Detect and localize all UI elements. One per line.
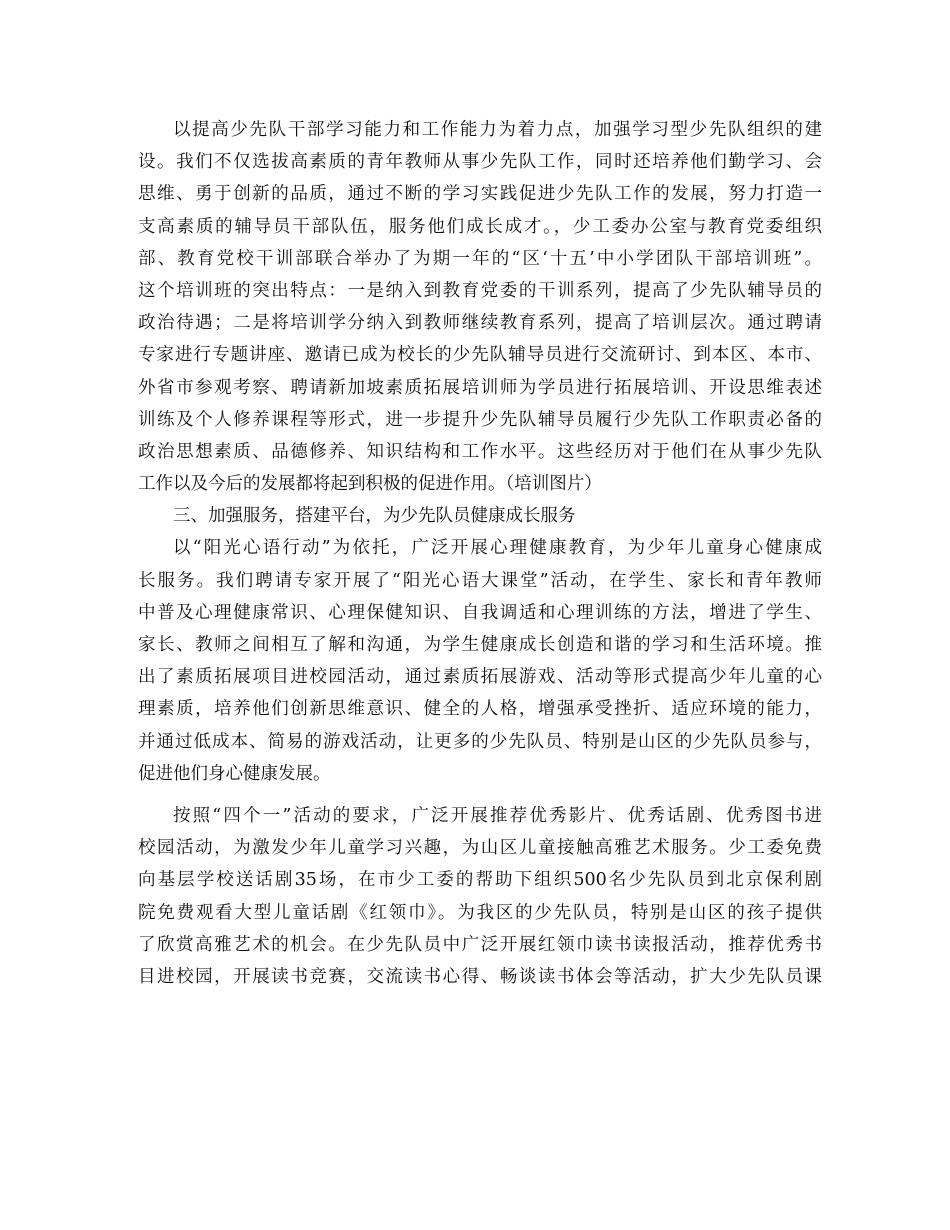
text-line: 理素质，培养他们创新思维意识、健全的人格，增强承受挫折、适应环境的能力， <box>138 699 822 720</box>
text-line: 政治待遇；二是将培训学分纳入到教师继续教育系列，提高了培训层次。通过聘请 <box>138 313 822 334</box>
section-heading <box>138 500 822 532</box>
paragraph-cadre-training <box>138 114 822 500</box>
paragraph-gap <box>138 790 822 800</box>
text-line: 按照“四个一”活动的要求，广泛开展推荐优秀影片、优秀话剧、优秀图书进 <box>173 805 822 826</box>
text-line: 向基层学校送话剧35场，在市少工委的帮助下组织500名少先队员到北京保利剧 <box>138 870 822 891</box>
document-page <box>138 114 822 993</box>
text-line: 训练及个人修养课程等形式，进一步提升少先队辅导员履行少先队工作职责必备的 <box>138 409 822 430</box>
text-line: 中普及心理健康常识、心理保健知识、自我调适和心理训练的方法，增进了学生、 <box>138 602 822 623</box>
text-line: 外省市参观考察、聘请新加坡素质拓展培训师为学员进行拓展培训、开设思维表述 <box>138 377 822 398</box>
text-line: 校园活动，为激发少年儿童学习兴趣，为山区儿童接触高雅艺术服务。少工委免费 <box>138 838 822 859</box>
text-line: 并通过低成本、简易的游戏活动，让更多的少先队员、特别是山区的少先队员参与， <box>138 731 822 752</box>
heading-line: 三、加强服务，搭建平台，为少先队员健康成长服务 <box>173 506 576 527</box>
paragraph-mental-health <box>138 532 822 790</box>
text-line: 促进他们身心健康发展。 <box>138 763 331 784</box>
text-line: 部、教育党校干训部联合举办了为期一年的“区‘十五’中小学团队干部培训班”。 <box>138 248 822 269</box>
text-line: 设。我们不仅选拔高素质的青年教师从事少先队工作，同时还培养他们勤学习、会 <box>138 152 822 173</box>
paragraph-arts-activities <box>138 800 822 993</box>
text-line: 以“阳光心语行动”为依托，广泛开展心理健康教育，为少年儿童身心健康成 <box>173 538 822 559</box>
text-line: 家长、教师之间相互了解和沟通，为学生健康成长创造和谐的学习和生活环境。推 <box>138 635 822 655</box>
text-line: 出了素质拓展项目进校园活动，通过素质拓展游戏、活动等形式提高少年儿童的心 <box>138 667 822 688</box>
text-line: 这个培训班的突出特点：一是纳入到教育党委的干训系列，提高了少先队辅导员的 <box>138 280 822 301</box>
text-line: 政治思想素质、品德修养、知识结构和工作水平。这些经历对于他们在从事少先队 <box>138 441 822 462</box>
text-line: 了欣赏高雅艺术的机会。在少先队员中广泛开展红领巾读书读报活动，推荐优秀书 <box>138 934 822 955</box>
text-line: 思维、勇于创新的品质，通过不断的学习实践促进少先队工作的发展，努力打造一 <box>138 184 822 205</box>
text-line: 以提高少先队干部学习能力和工作能力为着力点，加强学习型少先队组织的建 <box>173 120 822 140</box>
text-line: 支高素质的辅导员干部队伍，服务他们成长成才。，少工委办公室与教育党委组织 <box>138 216 822 237</box>
text-line: 长服务。我们聘请专家开展了“阳光心语大课堂”活动，在学生、家长和青年教师 <box>138 570 822 591</box>
text-line: 目进校园，开展读书竞赛，交流读书心得、畅谈读书体会等活动，扩大少先队员课 <box>138 966 822 987</box>
text-line: 专家进行专题讲座、邀请已成为校长的少先队辅导员进行交流研讨、到本区、本市、 <box>138 345 822 366</box>
text-line: 工作以及今后的发展都将起到积极的促进作用。（培训图片） <box>138 474 602 495</box>
text-line: 院免费观看大型儿童话剧《红领巾》。为我区的少先队员，特别是山区的孩子提供 <box>138 902 822 923</box>
